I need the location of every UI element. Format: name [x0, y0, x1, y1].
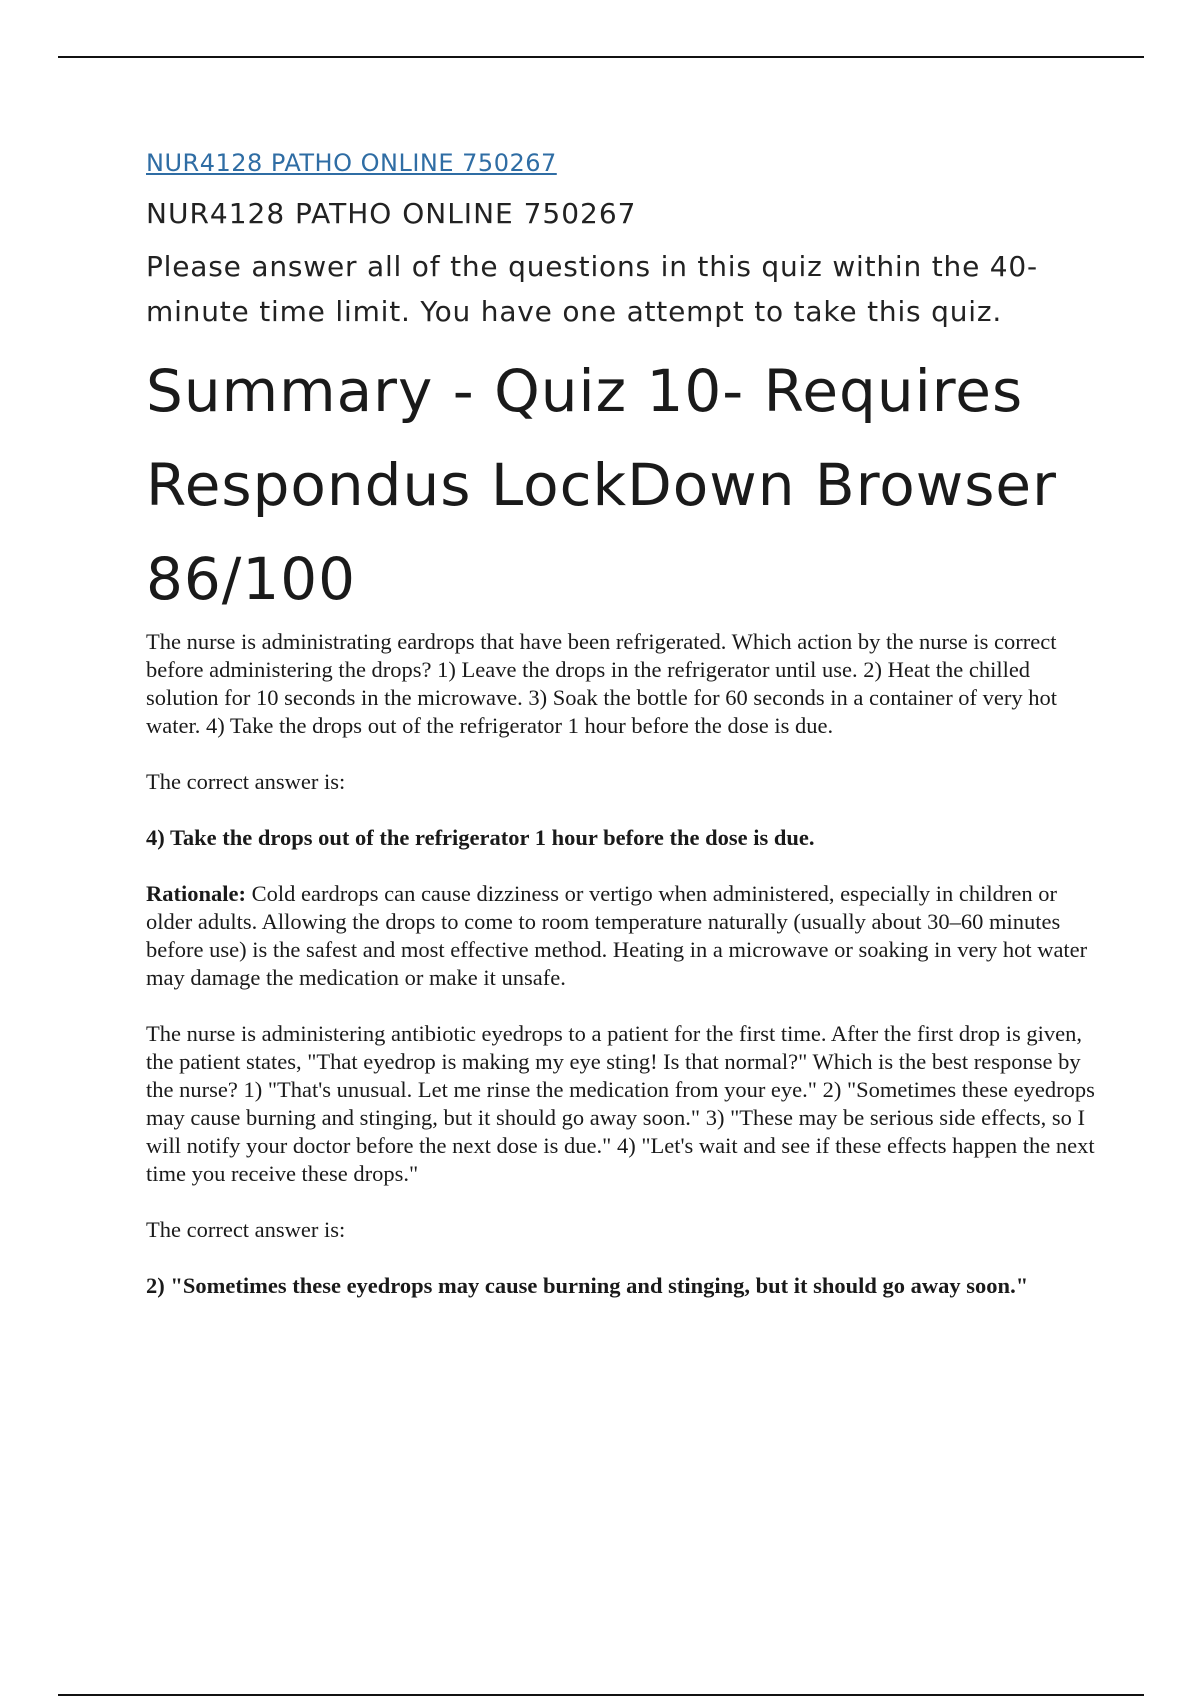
question-text: The nurse is administrating eardrops that have been refrigerated. Which action by the nurse is correct before administering the drops? 1) Leave the drops in the refrigerator until use. 2) Heat the chilled solution for 10 seconds in the microwave. 3) Soak the bottle for 60 seconds in a container of very hot water. 4) Take the drops out of the refrigerator 1 hour before the dose is due. — [146, 629, 1058, 738]
question-block-1 — [146, 628, 1096, 992]
question-text: The nurse is administering antibiotic eyedrops to a patient for the first time. After the first drop is given, the patient states, "That eyedrop is making my eye sting! Is that normal?" Which is the best response by the nurse? 1) "That's unusual. Let me rinse the medication from your eye." 2) "Sometimes these eyedrops may cause burning and stinging, but it should go away soon." 3) "These may be serious side effects, so I will notify your doctor before the next dose is due." 4) "Let's wait and see if these effects happen the next time you receive these drops." — [146, 1021, 1095, 1186]
course-title: NUR4128 PATHO ONLINE 750267 — [146, 197, 637, 230]
rationale-text: Cold eardrops can cause dizziness or vertigo when administered, especially in children or older adults. Allowing the drops to come to room temperature naturally (usually about 30–60 minutes before use) is the safest and most effective method. Heating in a microwave or soaking in very hot water may damage the medication or make it unsafe. — [146, 881, 1088, 990]
correct-answer: 4) Take the drops out of the refrigerator 1 hour before the dose is due. — [146, 825, 815, 850]
correct-answer-label: The correct answer is: — [146, 1217, 346, 1242]
quiz-instructions: Please answer all of the questions in this quiz within the 40-minute time limit. You have one attempt to take this quiz. — [146, 250, 1038, 328]
rationale — [146, 880, 1096, 992]
top-divider — [58, 56, 1144, 58]
question-block-2 — [146, 1020, 1096, 1300]
rationale-label: Rationale: — [146, 881, 246, 906]
document-content — [146, 146, 1096, 1328]
quiz-summary-title: Summary - Quiz 10- Requires Respondus LockDown Browser 86/100 — [146, 357, 1057, 613]
quiz-body — [146, 628, 1096, 1300]
correct-answer: 2) "Sometimes these eyedrops may cause burning and stinging, but it should go away soon." — [146, 1273, 1029, 1298]
course-link[interactable]: NUR4128 PATHO ONLINE 750267 — [146, 149, 557, 177]
correct-answer-label: The correct answer is: — [146, 769, 346, 794]
bottom-divider — [58, 1694, 1144, 1696]
